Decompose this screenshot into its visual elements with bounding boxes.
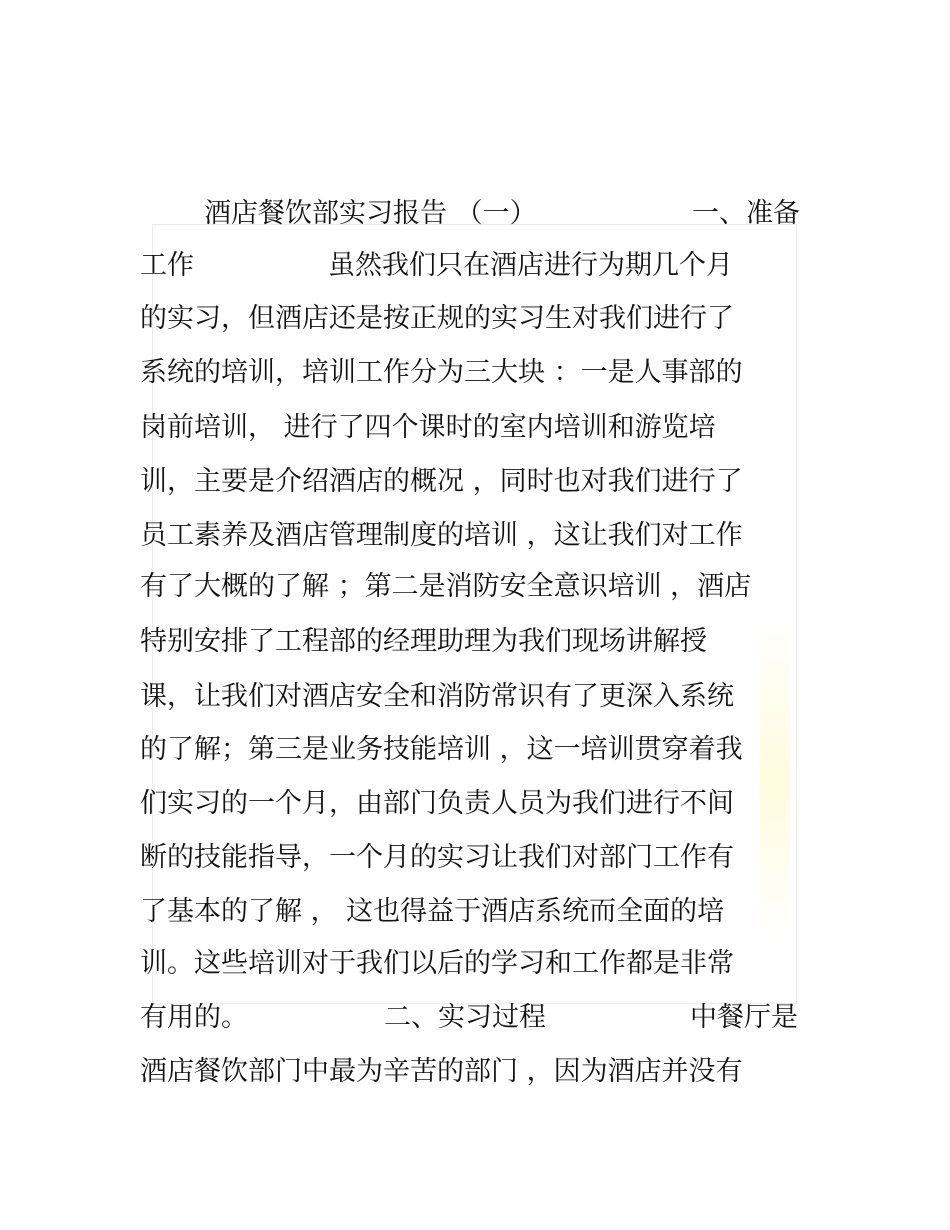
text-segment: 们实习的一个月，由部门负责人员为我们进行不间 [140,788,734,819]
text-segment: 训，主要是介绍酒店的概况 ，同时也对我们进行了 [140,466,743,497]
text-segment: 课，让我们对酒店安全和消防常识有了更深入系统 [140,681,734,712]
text-segment: 虽然我们只在酒店进行为期几个月 [328,250,733,281]
text-segment: 酒店餐饮部门中最为辛苦的部门 ，因为酒店并没有 [140,1056,743,1087]
text-segment: 中餐厅是 [690,1002,798,1033]
section-heading-preparation: 一、准备 [692,198,800,229]
page-frame [152,224,797,1004]
text-segment: 训。这些培训对于我们以后的学习和工作都是非常 [140,948,734,979]
text-segment: 员工素养及酒店管理制度的培训 ，这让我们对工作 [140,520,743,551]
text-segment: 岗前培训， 进行了四个课时的室内培训和游览培 [140,412,716,443]
section-heading-process: 二、实习过程 [384,1002,546,1033]
text-segment: 的实习，但酒店还是按正规的实习生对我们进行了 [140,303,734,334]
text-segment: 特别安排了工程部的经理助理为我们现场讲解授 [140,626,707,657]
text-segment: 的了解；第三是业务技能培训 ，这一培训贯穿着我 [140,734,743,765]
text-segment: 工作 [140,250,194,281]
report-title: 酒店餐饮部实习报告 （一） [204,198,537,229]
text-segment: 了基本的了解 ， 这也得益于酒店系统而全面的培 [140,896,725,927]
text-segment: 断的技能指导，一个月的实习让我们对部门工作有 [140,842,734,873]
text-segment: 有用的。 [140,1002,248,1033]
watermark [760,620,790,940]
text-segment: 有了大概的了解 ；第二是消防安全意识培训 ，酒店 [140,571,752,602]
text-segment: 系统的培训，培训工作分为三大块 ：一是人事部的 [140,357,743,388]
